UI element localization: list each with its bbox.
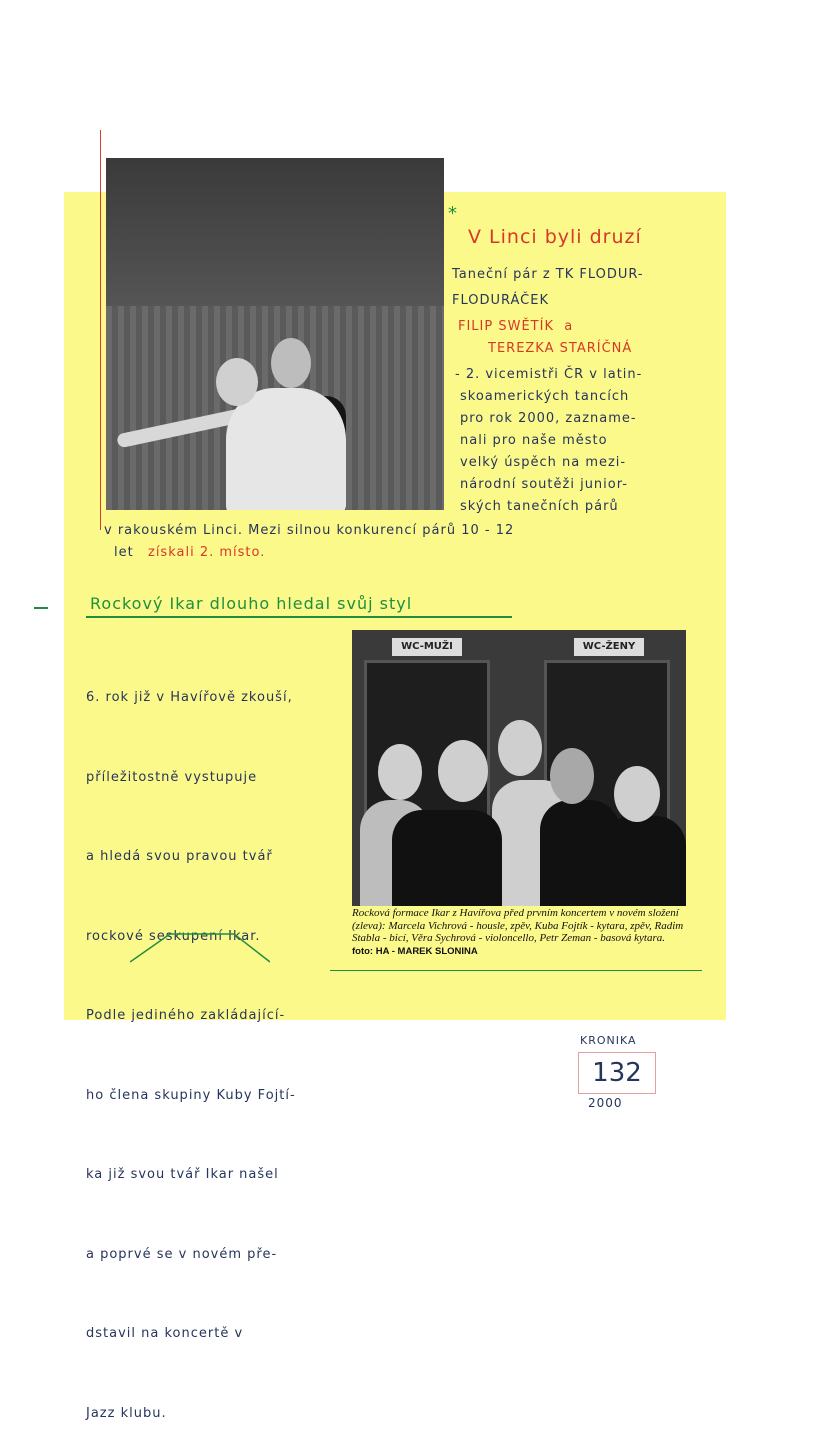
dancers-photo <box>106 158 444 510</box>
photo-caption <box>352 907 686 958</box>
article1-line-2: FLODURÁČEK <box>452 293 550 308</box>
article2-title-underline <box>86 616 512 618</box>
person-2-head <box>438 740 488 802</box>
article1-line-10: národní soutěži junior- <box>460 477 628 492</box>
girl-head <box>216 358 258 406</box>
girl-dancer <box>226 388 346 510</box>
person-4-head <box>550 748 594 804</box>
article2-line-7: ka již svou tvář Ikar našel <box>86 1167 279 1182</box>
article2-title: Rockový Ikar dlouho hledal svůj styl <box>90 594 413 613</box>
person-2-body <box>392 810 502 906</box>
article2-line-10: Jazz klubu. <box>86 1405 167 1421</box>
article1-line-1: Taneční pár z TK FLODUR- <box>452 267 644 282</box>
red-margin-line <box>100 130 101 530</box>
article1-line-13-prefix: let <box>114 545 134 560</box>
article2-line-6: ho člena skupiny Kuby Fojtí- <box>86 1087 296 1103</box>
article2-line-9: dstavil na koncertě v <box>86 1326 244 1341</box>
boy-head <box>271 338 311 388</box>
article2-line-4: rockové seskupení Ikar. <box>86 928 261 944</box>
article2-body <box>86 632 296 1454</box>
page-number-text: 132 <box>592 1058 642 1088</box>
article2-line-2: příležitostně vystupuje <box>86 769 258 785</box>
article1-line-5: - 2. vicemistři ČR v latin- <box>455 367 643 382</box>
article2-line-1: 6. rok již v Havířově zkouší, <box>86 690 293 705</box>
year-label: 2000 <box>588 1096 623 1110</box>
green-dash-mark <box>34 607 48 609</box>
article1-line-9: velký úspěch na mezi- <box>460 455 627 470</box>
article1-name-terezka: TEREZKA STARÍČNÁ <box>488 341 633 356</box>
article1-line-7: pro rok 2000, zazname- <box>460 411 637 426</box>
article2-line-8: a poprvé se v novém pře- <box>86 1246 278 1262</box>
asterisk-mark: * <box>448 203 458 224</box>
green-bottom-rule <box>330 970 702 971</box>
person-3-head <box>498 720 542 776</box>
article1-title: V Linci byli druzí <box>468 226 642 248</box>
photo-wall <box>106 158 444 306</box>
band-photo <box>352 630 686 906</box>
article2-line-5: Podle jediného zakládající- <box>86 1008 286 1023</box>
article1-line-12: v rakouském Linci. Mezi silnou konkurencí párů 10 - 12 <box>104 523 515 538</box>
sign-right: WC-ŽENY <box>574 638 644 656</box>
article1-line-6: skoamerických tancích <box>460 389 630 404</box>
page-number <box>578 1052 656 1094</box>
person-5-head <box>614 766 660 822</box>
article1-line-13-red: získali 2. místo. <box>148 545 266 560</box>
sign-left: WC-MUŽI <box>392 638 462 656</box>
person-1-head <box>378 744 422 800</box>
green-decoration <box>130 930 270 970</box>
kronika-label: KRONIKA <box>580 1034 637 1047</box>
article1-line-11: ských tanečních párů <box>460 499 619 514</box>
article1-name-filip: FILIP SWĚTÍK a <box>458 319 574 334</box>
person-5-body <box>602 816 686 906</box>
article1-line-8: nali pro naše město <box>460 433 608 448</box>
caption-text: Rocková formace Ikar z Havířova před prvním koncertem v novém složení (zleva): Marcela Vichrová - housle, zpěv, Kuba Fojtík - kytara, zpěv, Radim Stabla - bicí, Věra Sychrová - violoncello, Petr Zeman - basová kytara. <box>352 907 684 944</box>
article2-line-3: a hledá svou pravou tvář <box>86 849 273 864</box>
photo-credit: foto: HA - MAREK SLONINA <box>352 945 478 957</box>
